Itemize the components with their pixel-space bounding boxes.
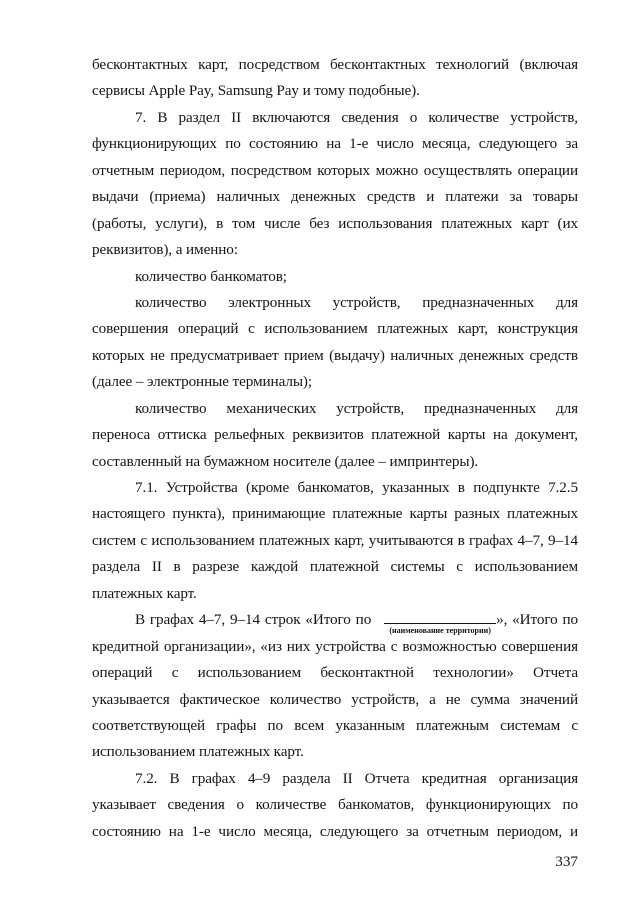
text-line: отчетным периодом, посредством которых можно осуществлять операции	[92, 161, 578, 179]
text-line: переноса оттиска рельефных реквизитов платежной карты на документ,	[92, 426, 578, 444]
text-line: выдачи (приема) наличных денежных средств и платежи за товары	[92, 188, 578, 206]
text-line: указывается фактическое количество устройств, а не сумма значений	[92, 690, 578, 708]
text-line: использованием платежных карт.	[92, 743, 304, 761]
territory-caption: (наименование территории)	[389, 626, 491, 636]
text-line: соответствующей графы по всем указанным платежным системам с	[92, 716, 578, 734]
itogo-line	[92, 607, 579, 636]
territory-blank-field	[384, 623, 496, 636]
text-line: операций с использованием бесконтактной технологии» Отчета	[92, 664, 578, 682]
text-line: раздела II в разрезе каждой платежной системы с использованием	[92, 558, 578, 576]
text-line: (работы, услуги), в том числе без использования платежных карт (их	[92, 214, 578, 232]
itogo-text-before: В графах 4–7, 9–14 строк «Итого по	[135, 611, 372, 629]
body-text	[92, 52, 578, 845]
text-line: платежных карт.	[92, 584, 197, 602]
page-number: 337	[555, 853, 578, 870]
text-line: сервисы Apple Pay, Samsung Pay и тому подобные).	[92, 82, 420, 100]
text-line: функционирующих по состоянию на 1-е число месяца, следующего за	[92, 135, 578, 153]
text-line: (далее – электронные терминалы);	[92, 373, 312, 391]
paragraph-7-first-line: 7. В раздел II включаются сведения о количестве устройств,	[135, 108, 578, 126]
text-line: кредитной организации», «из них устройства с возможностью совершения	[92, 637, 578, 655]
itogo-text-after: », «Итого по	[496, 611, 579, 629]
text-line: которых не предусматривает прием (выдачу) наличных денежных средств	[92, 346, 578, 364]
paragraph-7-2-first-line: 7.2. В графах 4–9 раздела II Отчета кредитная организация	[135, 769, 578, 787]
text-line: настоящего пункта), принимающие платежные карты разных платежных	[92, 505, 578, 523]
text-line: состоянию на 1-е число месяца, следующего за отчетным периодом, и	[92, 822, 578, 840]
list-item: количество электронных устройств, предназначенных для	[135, 293, 578, 311]
text-line: реквизитов), а именно:	[92, 241, 238, 259]
text-line: систем с использованием платежных карт, учитываются в графах 4–7, 9–14	[92, 531, 578, 549]
paragraph-7-1-first-line: 7.1. Устройства (кроме банкоматов, указанных в подпункте 7.2.5	[135, 479, 578, 496]
text-line: составленный на бумажном носителе (далее – импринтеры).	[92, 452, 479, 470]
text-line: указывает сведения о количестве банкоматов, функционирующих по	[92, 796, 578, 814]
text-line: бесконтактных карт, посредством бесконтактных технологий (включая	[92, 56, 578, 73]
text-line: совершения операций с использованием платежных карт, конструкция	[92, 320, 578, 338]
list-item: количество банкоматов;	[135, 267, 287, 285]
list-item: количество механических устройств, предназначенных для	[135, 399, 578, 417]
